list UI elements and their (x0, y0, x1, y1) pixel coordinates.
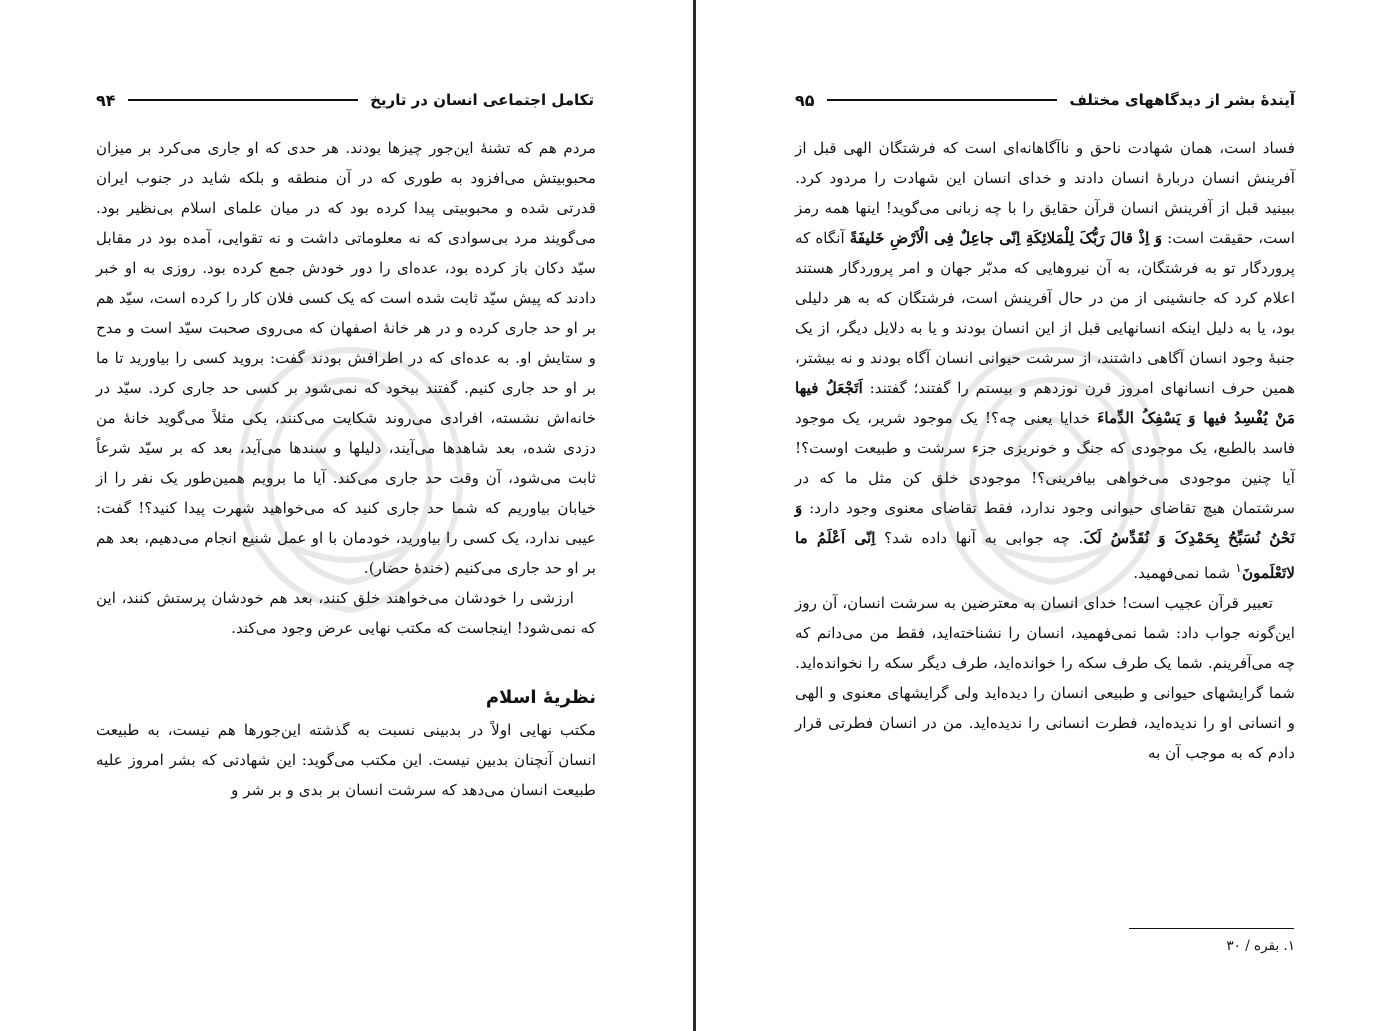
left-header-rule (128, 99, 359, 101)
right-paragraph-2: تعبیر قرآن عجیب است! خدای انسان به معترضین به سرشت انسان، آن روز این‌گونه جواب داد: شما نمی‌فهمید، انسان را نشناخته‌اید، فقط من می‌دانم که چه می‌آفرینم. شما یک طرف سکه را خوانده‌اید، طرف دیگر سکه را نخوانده‌اید. شما گرایشهای حیوانی و طبیعی انسان را دیده‌اید ولی گرایشهای معنوی و الهی و انسانی او را ندیده‌اید، فطرت انسانی را ندیده‌اید. من در انسان فطرتی قرار دادم که به موجب آن به (795, 594, 1295, 763)
left-paragraph-3: مکتب نهایی اولاً در بدبینی نسبت به گذشته این‌جورها هم نیست، به طبیعت انسان آنچنان بدبین نیست. این مکتب می‌گوید: این شهادتی که بشر امروز علیه طبیعت انسان می‌دهد که سرشت انسان بر بدی و بر شر و (96, 721, 596, 799)
quran-quote-2: اَتَجْعَلُ فیها مَنْ یُفْسِدُ فیها وَ یَسْفِکُ الدِّماءَ (795, 379, 1295, 427)
page-gutter (693, 0, 696, 1031)
text-run: شما نمی‌فهمید. (1133, 564, 1236, 583)
left-page (0, 0, 694, 1031)
left-body-text (96, 133, 596, 805)
text-run: آنگاه که پروردگار تو به فرشتگان، به آن نیروهایی که مدبّر جهان و امر پروردگار هستند اعلام کرد که جانشینی از من در حال آفرینش است، فرشتگان که به هر دلیلی بود، یا به دلیل اینکه انسانهایی قبل از این انسان بودند و یا به دلایل دیگر، از یک جنبهٔ وجود انسان آگاهی داشتند، از سرشت حیوانی انسان آگاه بودند و نه بیشتر، همین حرف انسانهای امروز قرن نوزدهم و بیستم را گفتند؛ گفتند: (795, 229, 1295, 397)
right-running-title: آیندهٔ بشر از دیدگاههای مختلف (1069, 91, 1295, 109)
text-run: خدایا یعنی چه؟! یک موجود شریر، یک موجود فاسد بالطبع، یک موجودی که جنگ و خونریزی جزء سرشت و طبیعت اوست؟! آیا چنین موجودی می‌خواهی بیافرینی؟! موجودی خلق کن مثل ما که در سرشتمان هیچ تقاضای حیوانی وجود ندارد، فقط تقاضای معنوی وجود دارد: (795, 409, 1295, 517)
left-running-title: تکامل اجتماعی انسان در تاریخ (370, 91, 594, 109)
right-page-number: ۹۵ (795, 90, 815, 110)
text-run: فساد است، همان شهادت ناحق و ناآگاهانه‌ای است که فرشتگان الهی قبل از آفرینش انسان دربارهٔ انسان دادند و خدای انسان این شهادت را مردود کرد. ببینید قبل از آفرینش انسان قرآن حقایق را با چه زبانی می‌گوید! اینها همه رمز است، حقیقت است: (795, 139, 1296, 247)
quran-quote-4: اِنّی اَعْلَمُ ما لاتَعْلَمونَ (795, 529, 1295, 583)
right-header-rule (827, 99, 1058, 101)
left-paragraph-2: ارزشی را خودشان می‌خواهند خلق کنند، بعد هم خودشان پرستش کنند، این که نمی‌شود! اینجاست که مکتب نهایی عرض وجود می‌کند. (96, 589, 596, 637)
left-running-head (96, 86, 594, 114)
footnote-rule (1129, 928, 1294, 929)
right-paragraph-1 (795, 133, 1295, 588)
quran-quote-3: وَ نَحْنُ نُسَبِّحُ بِحَمْدِکَ وَ نُقَدِّسُ لَکَ (795, 499, 1295, 547)
right-page (697, 0, 1391, 1031)
footnote-marker[interactable]: ١ (1235, 560, 1242, 575)
quran-quote-1: وَ اِذْ قالَ رَبُّکَ لِلْمَلائِکَةِ اِنّی جاعِلٌ فِی الْاَرْضِ خَلیفَةً (849, 229, 1163, 247)
right-body-text (795, 133, 1295, 768)
right-running-head (795, 86, 1295, 114)
footnote: ١. بقره / ٣٠ (1226, 938, 1295, 954)
left-page-number: ۹۴ (96, 90, 116, 110)
text-run: . چه جوابی به آنها داده شد؟ (875, 529, 1084, 547)
left-paragraph-1: مردم هم که تشنهٔ این‌جور چیزها بودند. هر حدی که او جاری می‌کرد بر میزان محبوبیتش می‌افزود به طوری که در آن منطقه و بلکه شاید در جنوب ایران قدرتی شده و محبوبیتی پیدا کرده بود که در میان علمای اسلام بی‌نظیر بود. می‌گویند مرد بی‌سوادی که نه معلوماتی داشت و نه تقوایی، آمده بود در مقابل سیّد دکان باز کرده بود، عده‌ای را دور خودش جمع کرده بود. روزی به او خبر دادند که پیش سیّد ثابت شده است که یک کسی فلان کار را کرده است، سیّد هم بر او حد جاری کرده و در هر خانهٔ اصفهان که می‌روی صحبت سیّد است و مدح و ستایش او. به عده‌ای که در اطرافش بودند گفت: بروید کسی را بیاورید تا ما بر او حد جاری کنیم. گفتند بیخود که نمی‌شود بر کسی حد جاری کرد. سیّد در خانه‌اش نشسته، افرادی می‌روند شکایت می‌کنند، یکی مثلاً می‌گوید خانهٔ من دزدی شده، بعد شاهدها می‌آیند، دلیلها و سندها می‌آید، بعد که بر سیّد شرعاً ثابت می‌شود، آن وقت حد جاری می‌کند. آیا ما برویم همین‌طور یک نفر را از خیابان بیاوریم که شما حد جاری کنید که می‌خواهید شهرت پیدا کنید؟! گفت: عیبی ندارد، یک کسی را بیاورید، خودمان با او عمل شنیع انجام می‌دهیم، بعد هم بر او حد جاری می‌کنیم (خندهٔ حضار). (96, 139, 596, 577)
section-heading: نظریهٔ اسلام (485, 687, 596, 708)
